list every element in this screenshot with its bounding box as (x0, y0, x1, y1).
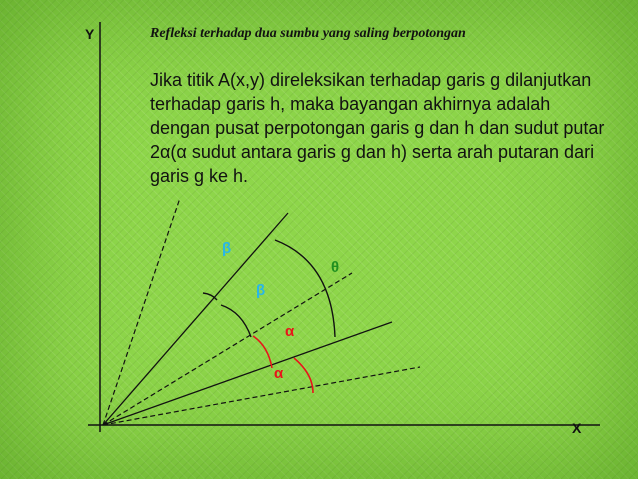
line-upper-solid (103, 213, 288, 425)
line-dashed-low (103, 367, 420, 425)
angle-label-beta-mid: β (256, 282, 266, 299)
arc-beta-mid (221, 305, 251, 337)
y-axis-label: Y (85, 26, 95, 42)
x-axis-label: X (572, 420, 582, 436)
angle-label-beta-top: β (222, 240, 232, 257)
line-dashed-steep (103, 198, 180, 425)
arc-theta (275, 240, 335, 337)
angle-label-alpha-upper: α (285, 323, 295, 340)
slide-title: Refleksi terhadap dua sumbu yang saling berpotongan (150, 26, 466, 41)
slide-body-text: Jika titik A(x,y) direleksikan terhadap garis g dilanjutkan terhadap garis h, maka bayangan akhirnya adalah dengan pusat perpotongan garis g dan h dan sudut putar 2α(α sudut antara garis g dan h) serta arah putaran dari garis g ke h. (150, 70, 605, 186)
arc-alpha-upper (253, 336, 272, 368)
angle-label-theta: θ (331, 259, 340, 276)
angle-label-alpha-lower: α (274, 365, 284, 382)
